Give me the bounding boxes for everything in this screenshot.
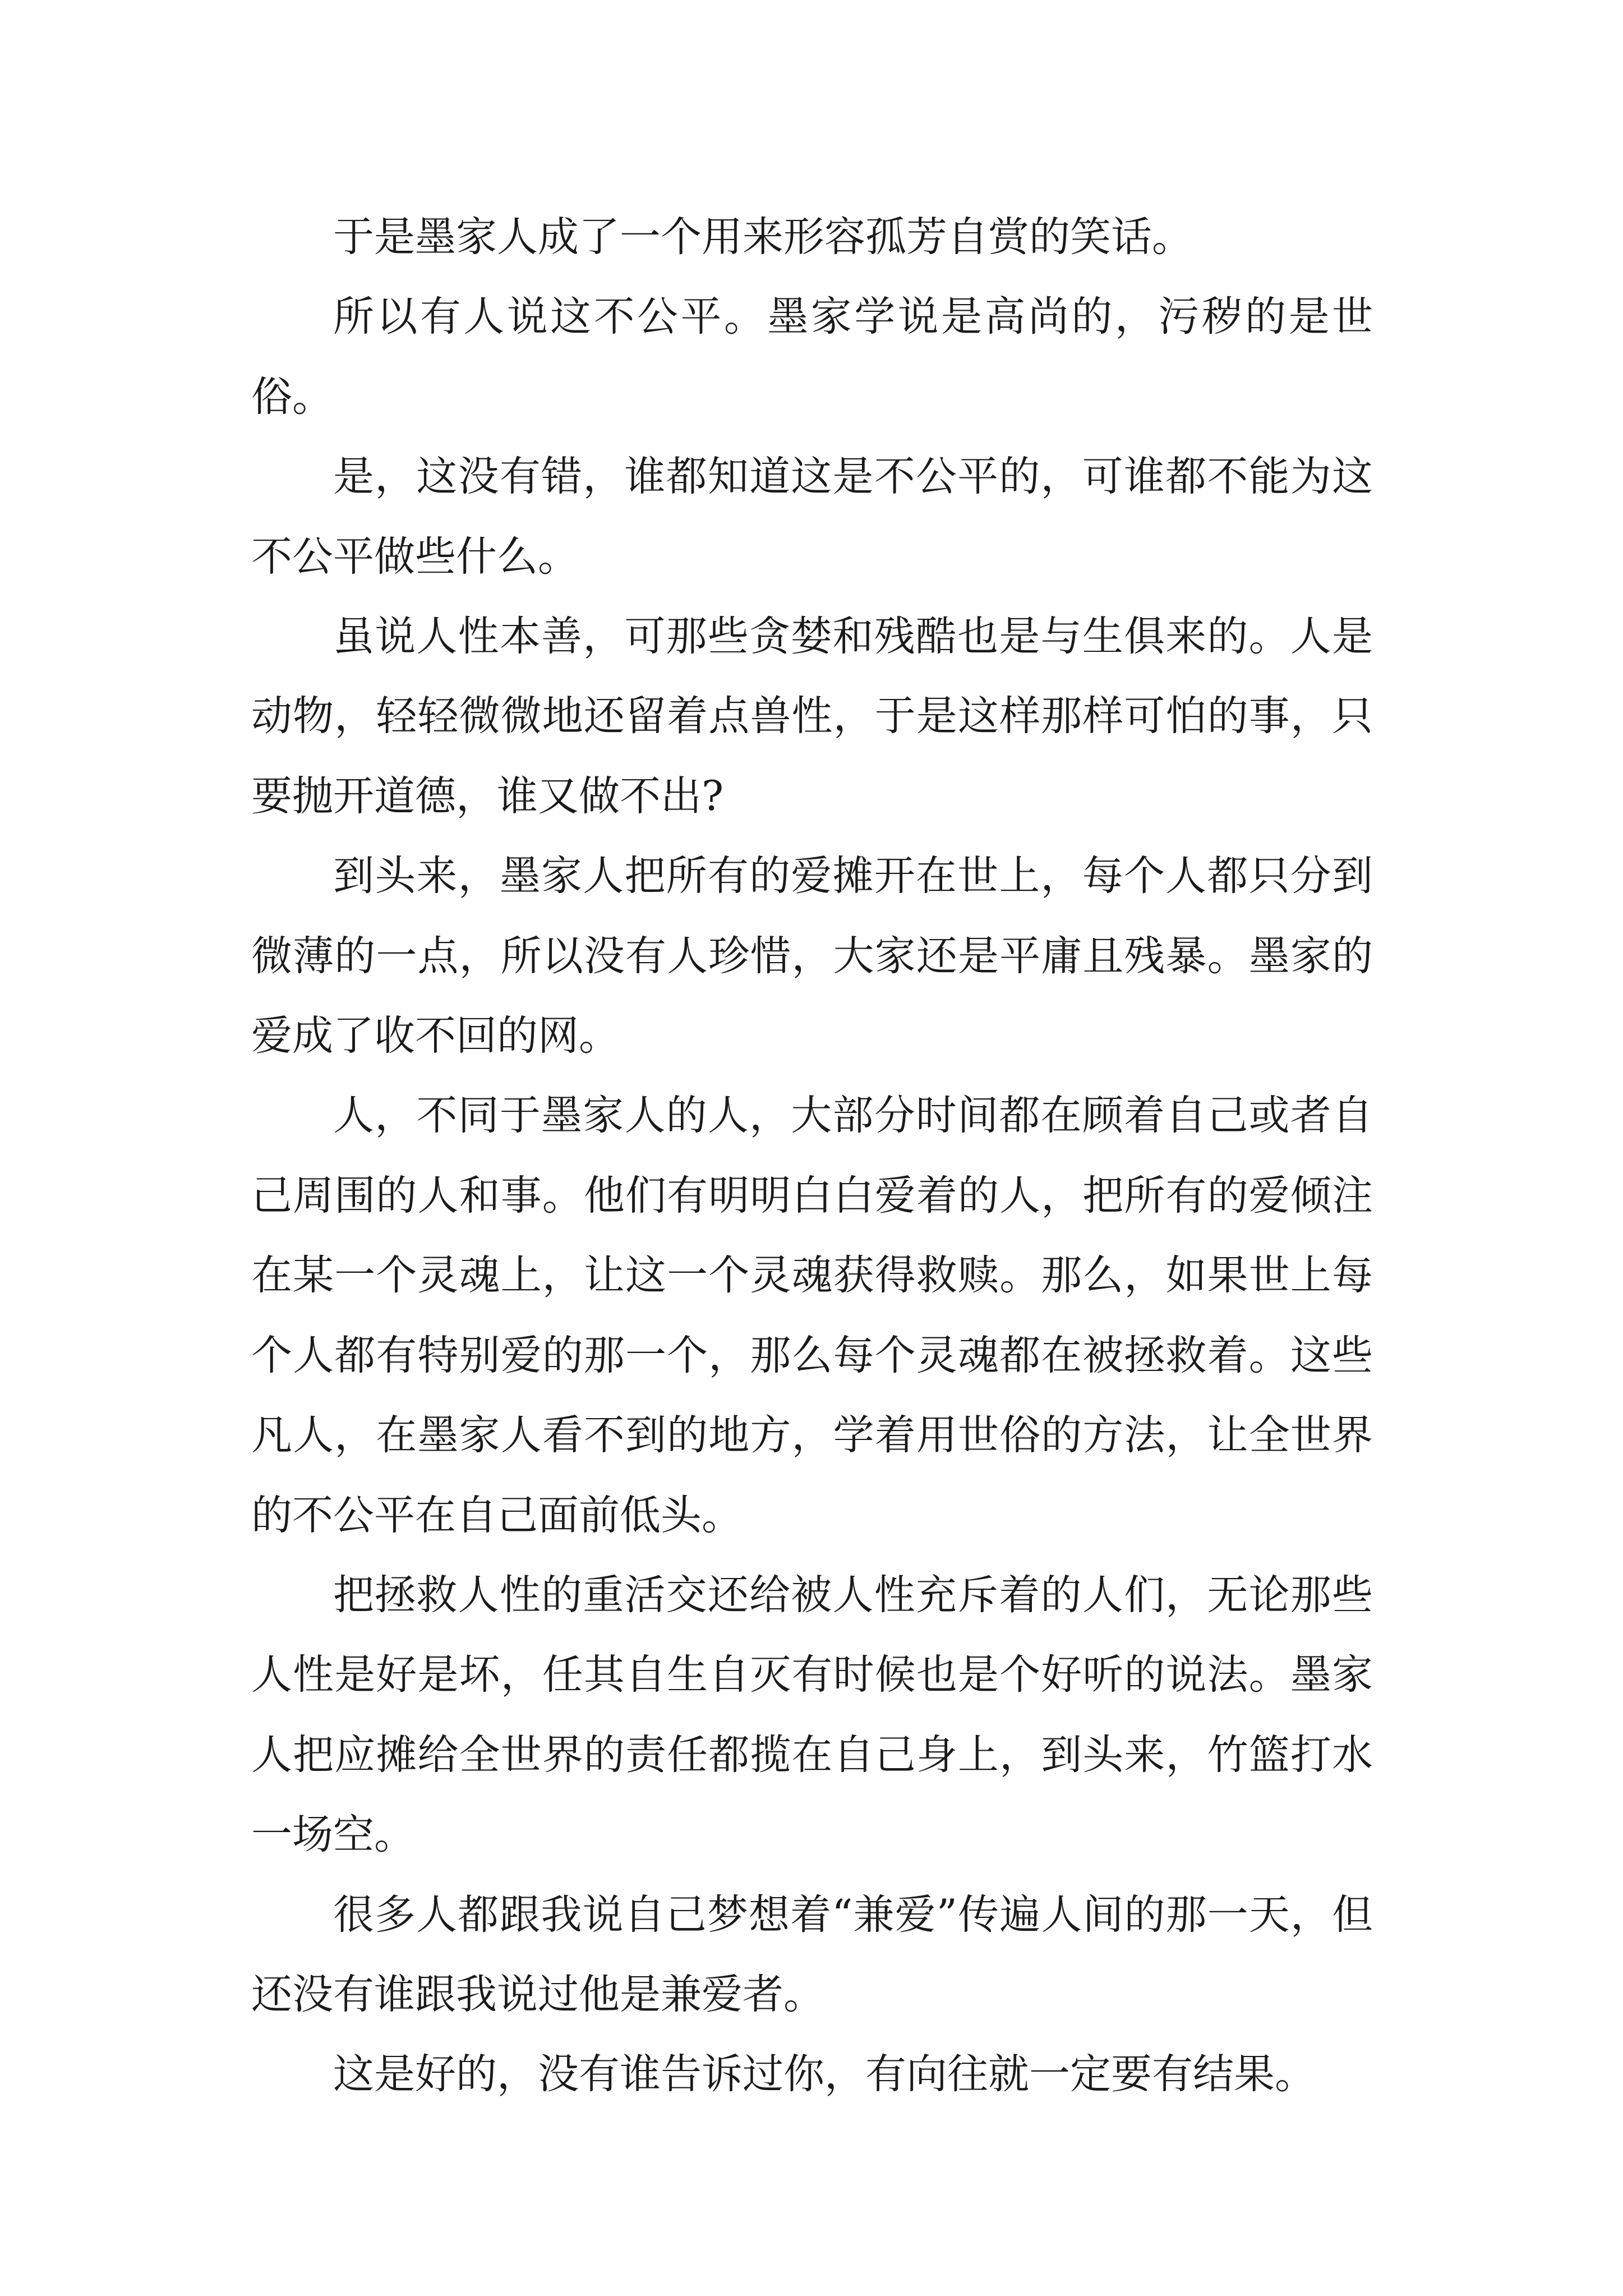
paragraph-3: 是，这没有错，谁都知道这是不公平的，可谁都不能为这不公平做些什么。 [251,453,1373,581]
paragraph-7: 把拯救人性的重活交还给被人性充斥着的人们，无论那些人性是好是坏，任其自生自灭有时候也是个好听的说法。墨家人把应摊给全世界的责任都揽在自己身上，到头来，竹篮打水一场空。 [251,1571,1373,1859]
paragraph-8: 很多人都跟我说自己梦想着“兼爱”传遍人间的那一天，但还没有谁跟我说过他是兼爱者。 [251,1890,1373,2018]
essay-body [251,197,1373,2115]
paragraph-2: 所以有人说这不公平。墨家学说是高尚的，污秽的是世俗。 [251,293,1373,421]
paragraph-5: 到头来，墨家人把所有的爱摊开在世上，每个人都只分到微薄的一点，所以没有人珍惜，大家还是平庸且残暴。墨家的爱成了收不回的网。 [251,852,1373,1060]
paragraph-1: 于是墨家人成了一个用来形容孤芳自赏的笑话。 [333,213,1193,261]
paragraph-4: 虽说人性本善，可那些贪婪和残酷也是与生俱来的。人是动物，轻轻微微地还留着点兽性，于是这样那样可怕的事，只要抛开道德，谁又做不出? [251,613,1373,820]
paragraph-6: 人，不同于墨家人的人，大部分时间都在顾着自己或者自己周围的人和事。他们有明明白白爱着的人，把所有的爱倾注在某一个灵魂上，让这一个灵魂获得救赎。那么，如果世上每个人都有特别爱的那一个，那么每个灵魂都在被拯救着。这些凡人，在墨家人看不到的地方，学着用世俗的方法，让全世界的不公平在自己面前低头。 [251,1092,1373,1539]
paragraph-9: 这是好的，没有谁告诉过你，有向往就一定要有结果。 [333,2050,1316,2099]
